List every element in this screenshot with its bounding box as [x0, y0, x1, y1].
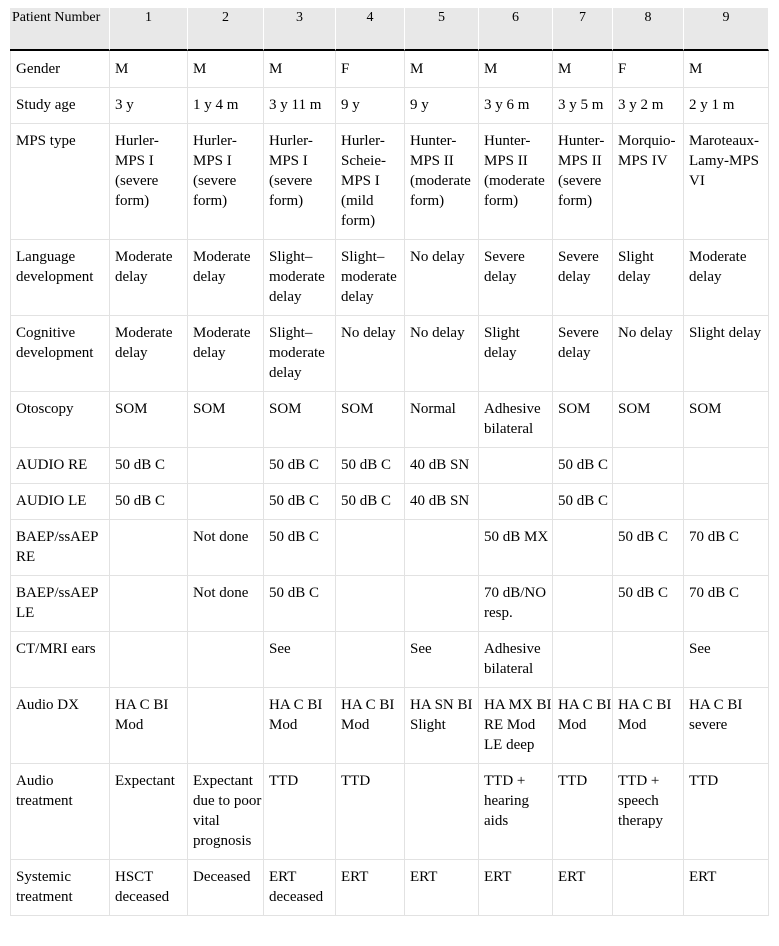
table-cell: Moderate delay [110, 240, 188, 316]
table-cell: Slight delay [479, 316, 553, 392]
table-cell: Slight–moderate delay [264, 240, 336, 316]
table-cell: SOM [336, 392, 405, 448]
table-row [10, 520, 769, 576]
table-cell: Severe delay [553, 240, 613, 316]
header-patient-number: 2 [188, 8, 264, 51]
table-cell: Morquio-MPS IV [613, 124, 684, 240]
table-cell: SOM [684, 392, 769, 448]
table-cell: SOM [188, 392, 264, 448]
header-patient-number: 9 [684, 8, 769, 51]
table-cell: TTD [264, 764, 336, 860]
table-cell [613, 860, 684, 916]
header-row [10, 8, 769, 51]
table-cell: Not done [188, 520, 264, 576]
table-cell: 50 dB C [264, 448, 336, 484]
table-cell [553, 576, 613, 632]
table-cell: TTD [336, 764, 405, 860]
table-cell: 50 dB C [613, 576, 684, 632]
table-cell: 70 dB C [684, 520, 769, 576]
table-cell: M [188, 51, 264, 88]
table-cell: 3 y 11 m [264, 88, 336, 124]
table-cell: 70 dB/NO resp. [479, 576, 553, 632]
table-cell: Hunter-MPS II (moderate form) [479, 124, 553, 240]
table-cell: Maroteaux-Lamy-MPS VI [684, 124, 769, 240]
table-cell: 1 y 4 m [188, 88, 264, 124]
row-label: Audio DX [10, 688, 110, 764]
row-label: Systemic treatment [10, 860, 110, 916]
table-row [10, 632, 769, 688]
table-row [10, 576, 769, 632]
table-cell: Moderate delay [684, 240, 769, 316]
table-cell [405, 764, 479, 860]
table-cell: SOM [613, 392, 684, 448]
table-cell: See [684, 632, 769, 688]
table-row [10, 240, 769, 316]
table-cell: M [553, 51, 613, 88]
row-label: CT/MRI ears [10, 632, 110, 688]
row-label: Gender [10, 51, 110, 88]
table-cell: 50 dB C [336, 448, 405, 484]
table-cell: Hunter-MPS II (severe form) [553, 124, 613, 240]
table-cell: M [264, 51, 336, 88]
table-cell: No delay [613, 316, 684, 392]
table-cell: SOM [264, 392, 336, 448]
table-cell [613, 632, 684, 688]
table-cell: 3 y 5 m [553, 88, 613, 124]
table-cell [553, 520, 613, 576]
table-row [10, 316, 769, 392]
row-label: AUDIO RE [10, 448, 110, 484]
table-cell: ERT deceased [264, 860, 336, 916]
table-cell: 50 dB C [336, 484, 405, 520]
table-row [10, 860, 769, 916]
table-cell: M [684, 51, 769, 88]
table-cell [110, 632, 188, 688]
table-cell: Slight delay [613, 240, 684, 316]
table-cell [684, 448, 769, 484]
header-patient-number: 1 [110, 8, 188, 51]
row-label: Audio treatment [10, 764, 110, 860]
table-cell: Expectant due to poor vital prognosis [188, 764, 264, 860]
table-cell: See [264, 632, 336, 688]
table-row [10, 392, 769, 448]
table-cell: HA C BI severe [684, 688, 769, 764]
table-cell [553, 632, 613, 688]
table-cell: HA C BI Mod [110, 688, 188, 764]
table-cell: 9 y [405, 88, 479, 124]
header-patient-number: 5 [405, 8, 479, 51]
table-cell: Normal [405, 392, 479, 448]
table-row [10, 484, 769, 520]
table-cell: 50 dB C [613, 520, 684, 576]
table-cell: M [405, 51, 479, 88]
header-patient-number: 3 [264, 8, 336, 51]
table-cell: F [336, 51, 405, 88]
table-row [10, 124, 769, 240]
table-cell: No delay [405, 316, 479, 392]
row-label: BAEP/ssAEP RE [10, 520, 110, 576]
table-cell [405, 520, 479, 576]
table-cell: 3 y 6 m [479, 88, 553, 124]
table-cell [110, 576, 188, 632]
table-cell: HA MX BI RE Mod LE deep [479, 688, 553, 764]
table-cell: HA C BI Mod [553, 688, 613, 764]
table-cell: 50 dB C [110, 448, 188, 484]
table-cell: 70 dB C [684, 576, 769, 632]
table-cell: 3 y 2 m [613, 88, 684, 124]
patient-table-container [10, 8, 769, 916]
table-cell: 50 dB C [264, 520, 336, 576]
table-cell: ERT [553, 860, 613, 916]
row-label: Language development [10, 240, 110, 316]
row-label: AUDIO LE [10, 484, 110, 520]
header-patient-number: 6 [479, 8, 553, 51]
table-cell: TTD + speech therapy [613, 764, 684, 860]
table-cell: HA SN BI Slight [405, 688, 479, 764]
table-cell: 50 dB C [264, 576, 336, 632]
table-cell [336, 576, 405, 632]
table-cell: Adhesive bilateral [479, 392, 553, 448]
table-body [10, 51, 769, 916]
row-label: Otoscopy [10, 392, 110, 448]
table-cell: Severe delay [553, 316, 613, 392]
table-cell: 40 dB SN [405, 448, 479, 484]
table-cell: M [479, 51, 553, 88]
table-row [10, 688, 769, 764]
patient-table [10, 8, 769, 916]
table-cell: TTD [684, 764, 769, 860]
table-cell [479, 484, 553, 520]
table-cell [188, 632, 264, 688]
row-label: MPS type [10, 124, 110, 240]
table-row [10, 51, 769, 88]
table-cell [479, 448, 553, 484]
table-cell [336, 520, 405, 576]
header-patient-number: 7 [553, 8, 613, 51]
table-cell: 50 dB MX [479, 520, 553, 576]
table-cell: M [110, 51, 188, 88]
table-cell: HSCT deceased [110, 860, 188, 916]
table-cell: HA C BI Mod [264, 688, 336, 764]
table-cell: F [613, 51, 684, 88]
table-cell: TTD [553, 764, 613, 860]
table-cell: Adhesive bilateral [479, 632, 553, 688]
table-cell [188, 688, 264, 764]
table-cell: TTD + hearing aids [479, 764, 553, 860]
table-cell: 50 dB C [553, 484, 613, 520]
row-label: BAEP/ssAEP LE [10, 576, 110, 632]
table-cell: Hurler-MPS I (severe form) [188, 124, 264, 240]
table-cell: HA C BI Mod [613, 688, 684, 764]
table-cell [405, 576, 479, 632]
table-cell [188, 448, 264, 484]
table-cell: See [405, 632, 479, 688]
table-cell: Hunter-MPS II (moderate form) [405, 124, 479, 240]
row-label: Study age [10, 88, 110, 124]
table-cell: Not done [188, 576, 264, 632]
table-cell: 40 dB SN [405, 484, 479, 520]
table-cell [110, 520, 188, 576]
table-cell: Hurler-MPS I (severe form) [110, 124, 188, 240]
table-cell [684, 484, 769, 520]
table-cell: 50 dB C [264, 484, 336, 520]
table-cell: Hurler-Scheie-MPS I (mild form) [336, 124, 405, 240]
table-row [10, 764, 769, 860]
table-cell: Hurler-MPS I (severe form) [264, 124, 336, 240]
table-cell: Severe delay [479, 240, 553, 316]
header-patient-number: 8 [613, 8, 684, 51]
table-cell: Moderate delay [110, 316, 188, 392]
table-cell: ERT [479, 860, 553, 916]
table-cell [188, 484, 264, 520]
table-cell: HA C BI Mod [336, 688, 405, 764]
table-cell [336, 632, 405, 688]
header-label: Patient Number [10, 8, 110, 51]
table-cell: Deceased [188, 860, 264, 916]
table-cell: ERT [684, 860, 769, 916]
table-row [10, 448, 769, 484]
table-cell: Expectant [110, 764, 188, 860]
table-cell: SOM [110, 392, 188, 448]
table-cell: 50 dB C [110, 484, 188, 520]
table-cell: 50 dB C [553, 448, 613, 484]
table-row [10, 88, 769, 124]
table-cell [613, 448, 684, 484]
table-cell: ERT [336, 860, 405, 916]
table-cell: Moderate delay [188, 240, 264, 316]
table-cell: 9 y [336, 88, 405, 124]
table-cell: Moderate delay [188, 316, 264, 392]
row-label: Cognitive development [10, 316, 110, 392]
table-cell: SOM [553, 392, 613, 448]
table-cell [613, 484, 684, 520]
table-cell: 3 y [110, 88, 188, 124]
table-cell: No delay [405, 240, 479, 316]
table-cell: Slight–moderate delay [336, 240, 405, 316]
table-cell: Slight delay [684, 316, 769, 392]
table-cell: Slight–moderate delay [264, 316, 336, 392]
table-cell: ERT [405, 860, 479, 916]
table-cell: No delay [336, 316, 405, 392]
header-patient-number: 4 [336, 8, 405, 51]
table-cell: 2 y 1 m [684, 88, 769, 124]
